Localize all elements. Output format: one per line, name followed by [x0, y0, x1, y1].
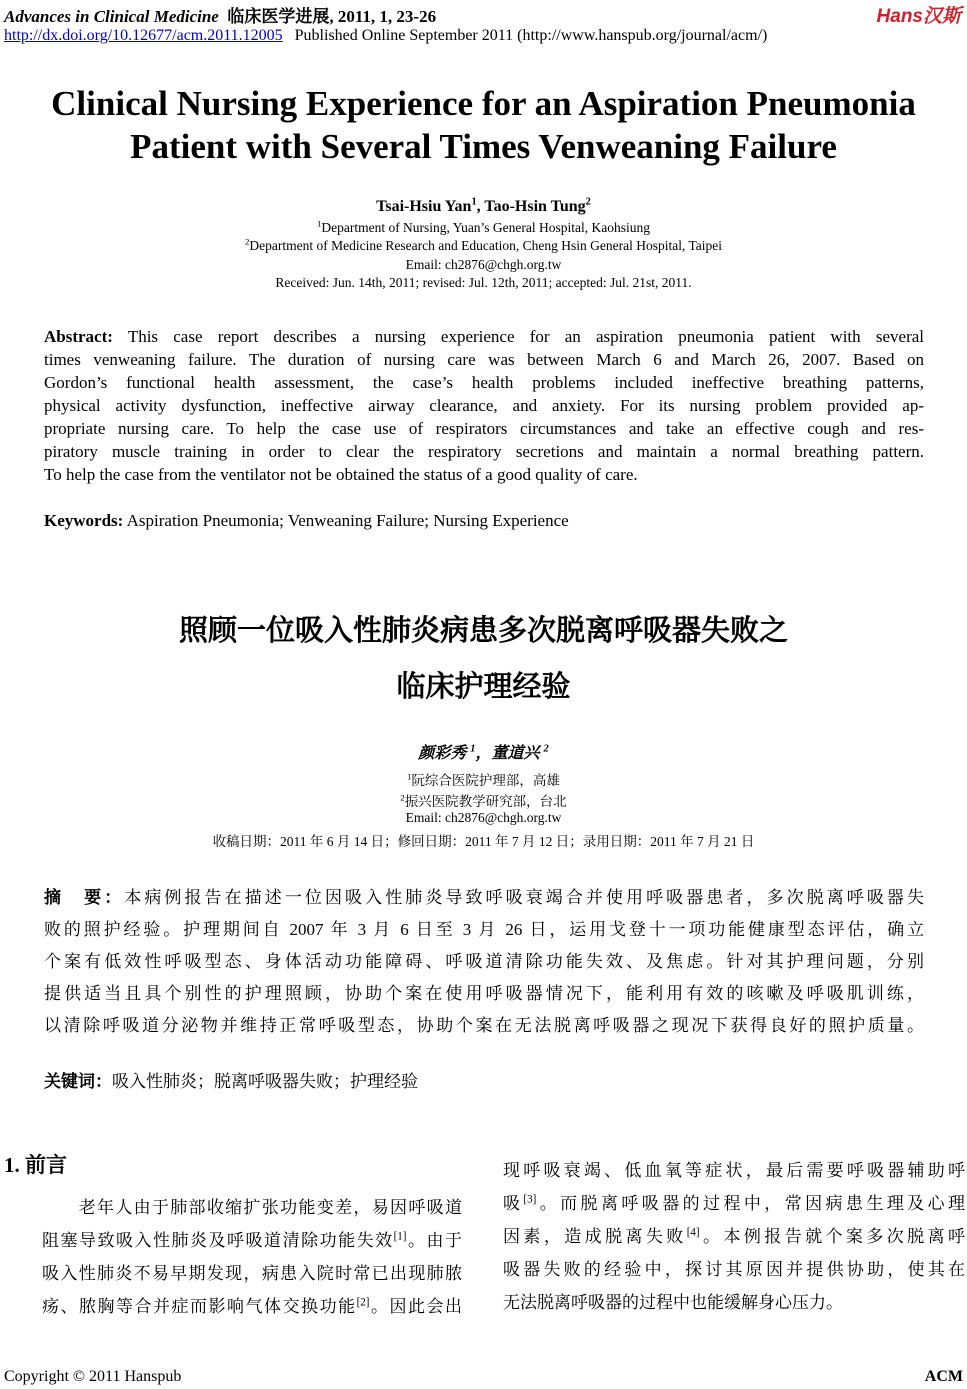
cn-authors: 颜彩秀 $^1$，董道兴 $^2$: [418, 743, 549, 762]
hans-logo: Hans汉斯: [876, 6, 961, 27]
body-line: 吸[3]。而脱离呼吸器的过程中，常因病患生理及心理: [503, 1193, 966, 1213]
body-line: 因素，造成脱离失败[4]。本例报告就个案多次脱离呼: [503, 1226, 966, 1246]
cn-title-line-2: 临床护理经验: [396, 669, 571, 703]
abstract-line: Gordon’s functional health assessment, the case’s health problems included ineffective breathing patterns,: [44, 373, 924, 392]
keywords: Keywords: Aspiration Pneumonia; Venweaning Failure; Nursing Experience: [44, 511, 569, 530]
footer-copyright: Copyright © 2011 Hanspub: [4, 1368, 182, 1385]
abstract-line: physical activity dysfunction, ineffective airway clearance, and anxiety. For its nursing problem provided ap-: [44, 396, 924, 415]
cn-abstract-line: 个案有低效性呼吸型态、身体活动功能障碍、呼吸道清除功能失效、及焦虑。针对其护理问题，分别: [44, 952, 924, 971]
body-line: 吸器失败的经验中，探讨其原因并提供协助，使其在: [503, 1260, 965, 1279]
cn-keywords: 关键词：吸入性肺炎；脱离呼吸器失败；护理经验: [44, 1072, 418, 1091]
running-header: [4, 2, 436, 27]
title-line-1: Clinical Nursing Experience for an Aspiration Pneumonia: [51, 84, 916, 123]
affiliation-1: $^1$Department of Nursing, Yuan’s General Hospital, Kaohsiung: [316, 218, 651, 235]
cn-affiliation-2: $^2$振兴医院教学研究部，台北: [400, 792, 567, 809]
cn-abstract-line: 以清除呼吸道分泌物并维持正常呼吸型态，协助个案在无法脱离呼吸器之现况下获得良好的照护质量。: [44, 1016, 924, 1035]
body-line: 阻塞导致吸入性肺炎及呼吸道清除功能失效[1]。由于: [42, 1230, 462, 1250]
received-dates: Received: Jun. 14th, 2011; revised: Jul. 12th, 2011; accepted: Jul. 21st, 2011.: [275, 275, 692, 290]
abstract-line: times venweaning failure. The duration of nursing care was between March 6 and March 26, 2007. Based on: [44, 350, 924, 369]
body-line: 无法脱离呼吸器的过程中也能缓解身心压力。: [503, 1293, 843, 1312]
cn-abstract-line: 摘 要：本病例报告在描述一位因吸入性肺炎导致呼吸衰竭合并使用呼吸器患者，多次脱离呼吸器失: [44, 888, 925, 907]
email: Email: ch2876@chgh.org.tw: [405, 257, 562, 272]
affiliation-2: $^2$Department of Medicine Research and Education, Cheng Hsin General Hospital, Taipei: [244, 236, 723, 253]
abstract-line: propriate nursing care. To help the case use of respirators circumstances and take an effective cough and res-: [44, 419, 924, 438]
published-info: Published Online September 2011 (http://www.hanspub.org/journal/acm/): [294, 27, 768, 44]
cn-abstract-line: 败的照护经验。护理期间自 2007 年 3 月 6 日至 3 月 26 日，运用戈登十一项功能健康型态评估，确立: [44, 920, 924, 939]
abstract-line: To help the case from the ventilator not be obtained the status of a good quality of care.: [44, 465, 638, 484]
abstract-line: piratory muscle training in order to clear the respiratory secretions and maintain a normal breathing pattern.: [44, 442, 924, 461]
section-heading: 1. 前言: [4, 1153, 67, 1177]
abstract-line: Abstract: This case report describes a nursing experience for an aspiration pneumonia patient with several: [44, 327, 924, 346]
authors: Tsai-Hsiu Yan$^1$, Tao-Hsin Tung$^2$: [376, 196, 591, 215]
cn-title-line-1: 照顾一位吸入性肺炎病患多次脱离呼吸器失败之: [178, 613, 788, 647]
title-line-2: Patient with Several Times Venweaning Failure: [130, 127, 837, 166]
journal-citation: 临床医学进展, 2011, 1, 23-26: [227, 7, 437, 26]
cn-abstract-line: 提供适当且具个别性的护理照顾，协助个案在使用呼吸器情况下，能利用有效的咳嗽及呼吸肌训练，: [44, 984, 924, 1003]
body-line: 老年人由于肺部收缩扩张功能变差，易因呼吸道: [42, 1198, 462, 1217]
footer-journal: ACM: [924, 1368, 963, 1385]
body-line: 现呼吸衰竭、低血氧等症状，最后需要呼吸器辅助呼: [503, 1161, 965, 1180]
cn-dates: 收稿日期：2011 年 6 月 14 日；修回日期：2011 年 7 月 12 日；录用日期：2011 年 7 月 21 日: [212, 834, 755, 849]
body-line: 疡、脓胸等合并症而影响气体交换功能[2]。因此会出: [42, 1296, 463, 1316]
doi-line: [4, 27, 767, 45]
doi-link[interactable]: http://dx.doi.org/10.12677/acm.2011.12005: [4, 27, 283, 44]
cn-affiliation-1: $^1$阮综合医院护理部，高雄: [407, 771, 560, 788]
cn-email: Email: ch2876@chgh.org.tw: [405, 810, 562, 825]
body-line: 吸入性肺炎不易早期发现，病患入院时常已出现肺脓: [42, 1264, 462, 1283]
journal-name: Advances in Clinical Medicine: [4, 7, 219, 26]
